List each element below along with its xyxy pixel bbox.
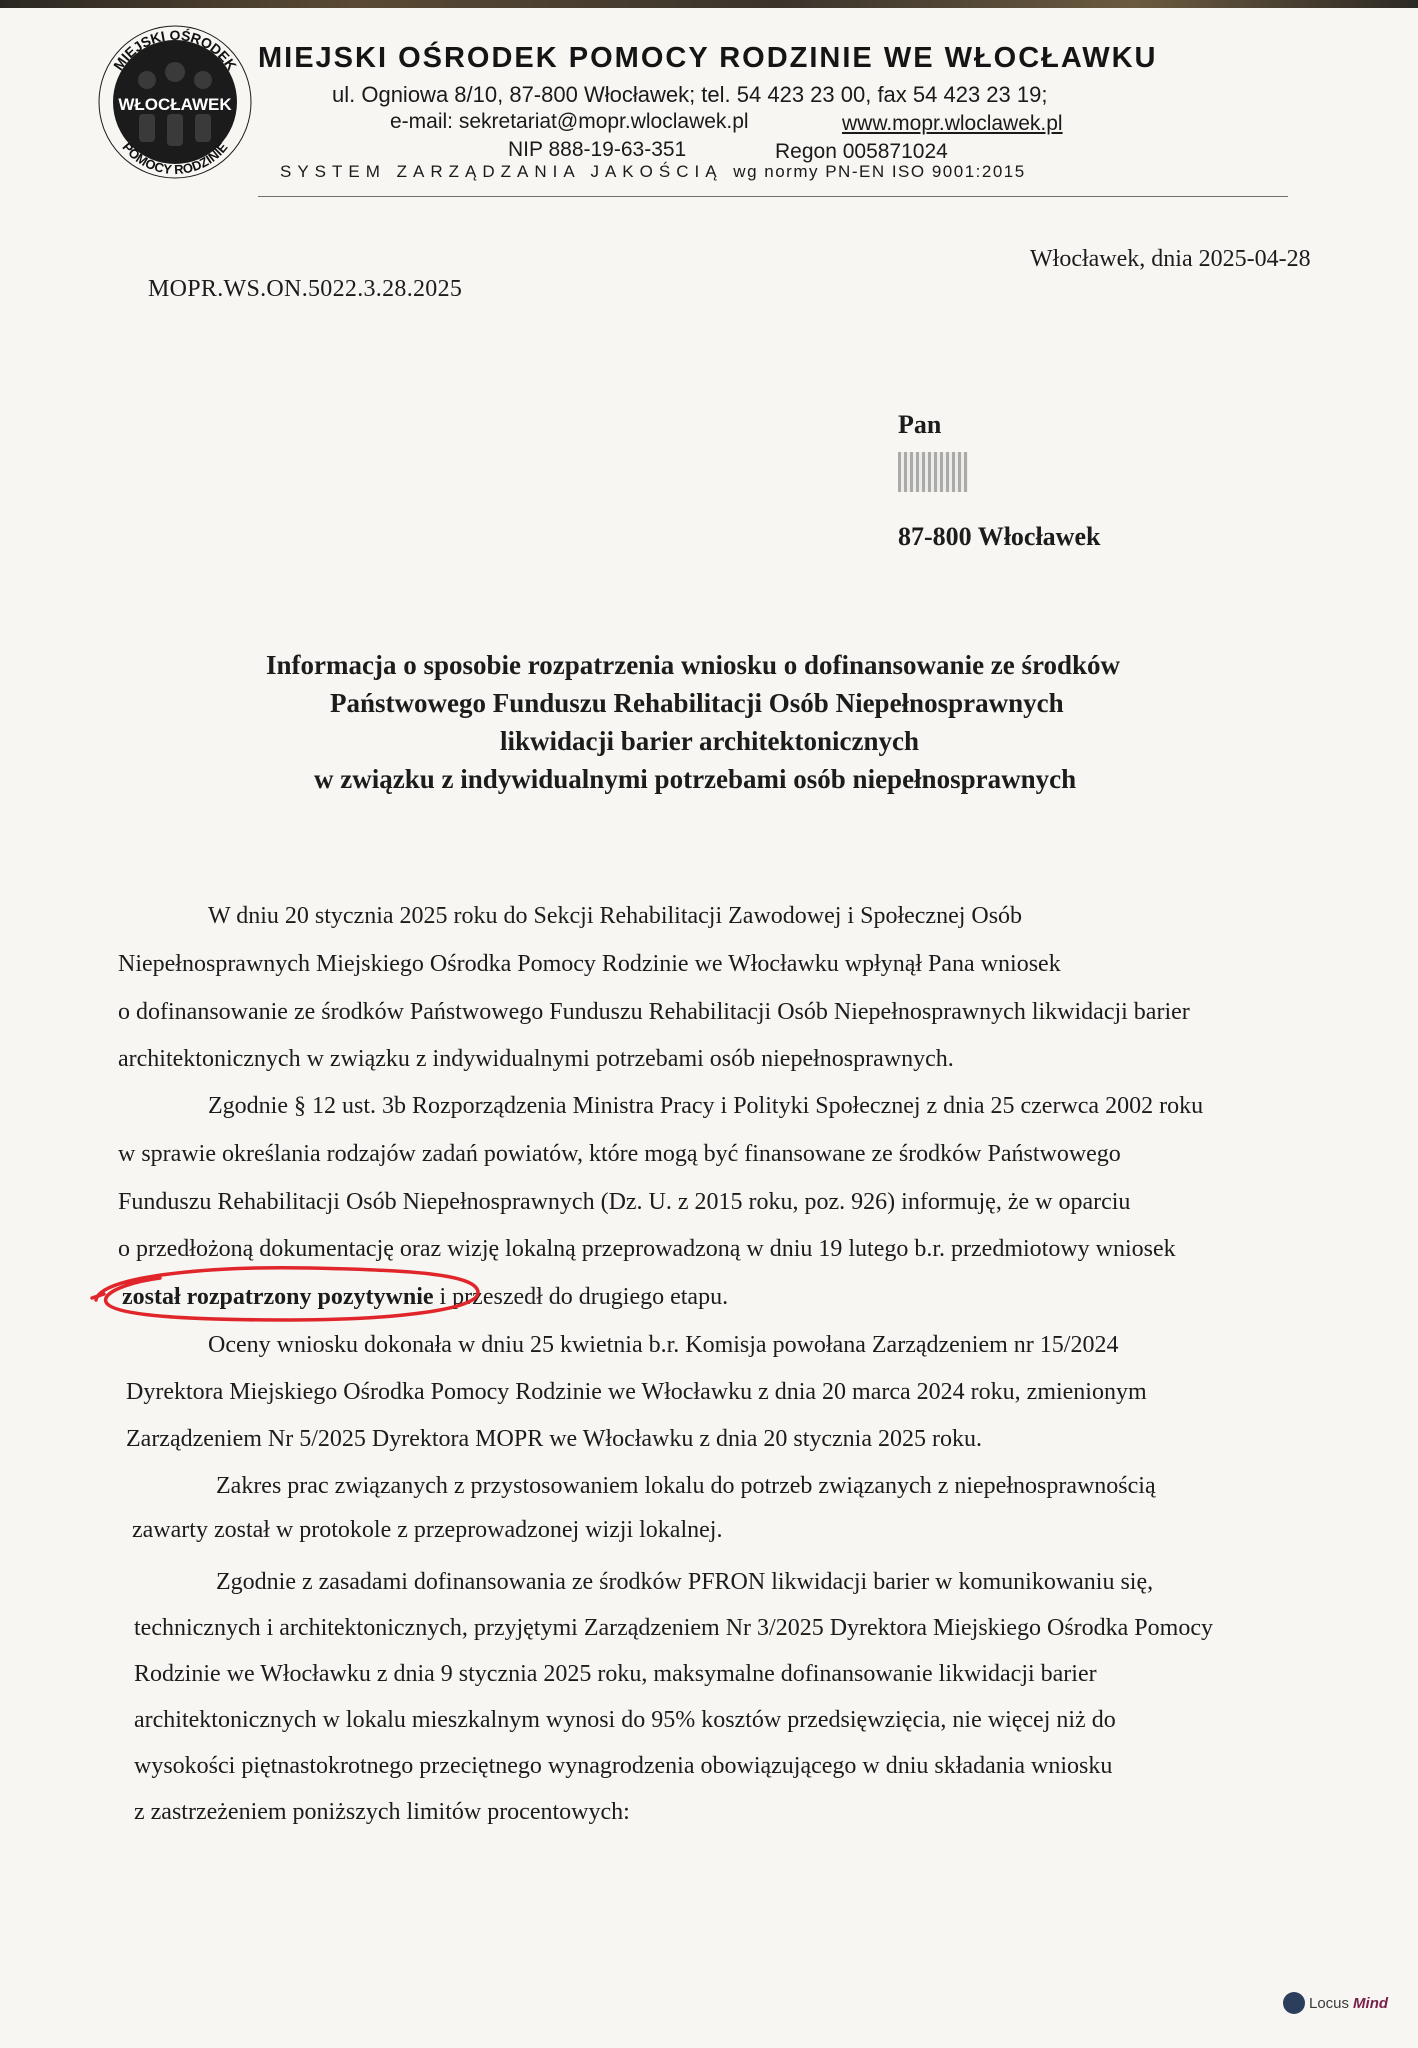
- decision-tail: i przeszedł do drugiego etapu.: [433, 1284, 729, 1310]
- organization-website-link[interactable]: www.mopr.wloclawek.pl: [842, 112, 1063, 135]
- paragraph-1-line: Niepełnosprawnych Miejskiego Ośrodka Pomocy Rodzinie we Włocławku wpłynął Pana wniosek: [118, 951, 1061, 977]
- paragraph-5-line: Zgodnie z zasadami dofinansowania ze środków PFRON likwidacji barier w komunikowaniu się,: [216, 1569, 1154, 1595]
- locusmind-watermark: [1283, 1992, 1388, 2014]
- paragraph-2-line: o przedłożoną dokumentację oraz wizję lokalną przeprowadzoną w dniu 19 lutego b.r. przedmiotowy wniosek: [118, 1236, 1176, 1262]
- organization-regon: Regon 005871024: [775, 140, 948, 163]
- organization-address: ul. Ogniowa 8/10, 87-800 Włocławek; tel. 54 423 23 00, fax 54 423 23 19;: [332, 82, 1048, 107]
- paragraph-4-line: Zakres prac związanych z przystosowaniem lokalu do potrzeb związanych z niepełnosprawnością: [216, 1473, 1156, 1499]
- place-date: Włocławek, dnia 2025-04-28: [1030, 246, 1311, 272]
- reference-number: MOPR.WS.ON.5022.3.28.2025: [148, 276, 463, 302]
- scan-top-edge: [0, 0, 1418, 8]
- header-divider: [258, 196, 1288, 197]
- paragraph-5-line: wysokości piętnastokrotnego przeciętnego wynagrodzenia obowiązującego w dniu składania wniosku: [134, 1753, 1113, 1779]
- paragraph-5-line: Rodzinie we Włocławku z dnia 9 stycznia 2025 roku, maksymalne dofinansowanie likwidacji barier: [134, 1661, 1097, 1687]
- paragraph-4-line: zawarty został w protokole z przeprowadzonej wizji lokalnej.: [132, 1517, 723, 1543]
- title-line: w związku z indywidualnymi potrzebami osób niepełnosprawnych: [314, 764, 1077, 794]
- title-line: Informacja o sposobie rozpatrzenia wniosku o dofinansowanie ze środków: [266, 650, 1121, 680]
- quality-system-label: SYSTEM ZARZĄDZANIA JAKOŚCIĄ: [280, 162, 723, 181]
- paragraph-5-line: z zastrzeżeniem poniższych limitów procentowych:: [134, 1799, 630, 1825]
- paragraph-1-line: architektonicznych w związku z indywidualnymi potrzebami osób niepełnosprawnych.: [118, 1046, 954, 1072]
- organization-email: e-mail: sekretariat@mopr.wloclawek.pl: [390, 110, 749, 133]
- organization-nip: NIP 888-19-63-351: [508, 138, 687, 161]
- watermark-logo-icon: [1283, 1992, 1305, 2014]
- paragraph-5-line: technicznych i architektonicznych, przyjętymi Zarządzeniem Nr 3/2025 Dyrektora Miejskiego Ośrodka Pomocy: [134, 1615, 1213, 1641]
- organization-name: MIEJSKI OŚRODEK POMOCY RODZINIE WE WŁOCŁAWKU: [258, 42, 1158, 74]
- logo-text-center: WŁOCŁAWEK: [118, 95, 232, 114]
- watermark-prefix: Locus: [1309, 1994, 1350, 2012]
- redacted-recipient-name: [898, 452, 968, 492]
- paragraph-1-line: W dniu 20 stycznia 2025 roku do Sekcji Rehabilitacji Zawodowej i Społecznej Osób: [208, 903, 1023, 929]
- watermark-suffix: Mind: [1353, 1994, 1389, 2012]
- paragraph-2-line: w sprawie określania rodzajów zadań powiatów, które mogą być finansowane ze środków Państwowego: [118, 1141, 1121, 1167]
- mopr-logo: [95, 22, 255, 182]
- paragraph-3-line: Oceny wniosku dokonała w dniu 25 kwietnia b.r. Komisja powołana Zarządzeniem nr 15/2024: [208, 1332, 1119, 1358]
- recipient-salutation: Pan: [898, 410, 942, 439]
- red-hand-drawn-circle: [90, 1262, 486, 1324]
- paragraph-2-line: Funduszu Rehabilitacji Osób Niepełnosprawnych (Dz. U. z 2015 roku, poz. 926) informuję, że w oparciu: [118, 1189, 1131, 1215]
- decision-highlight: został rozpatrzony pozytywnie: [122, 1284, 434, 1310]
- recipient-block: [898, 410, 968, 492]
- paragraph-3-line: Zarządzeniem Nr 5/2025 Dyrektora MOPR we Włocławku z dnia 20 stycznia 2025 roku.: [126, 1426, 982, 1452]
- paragraph-1-line: o dofinansowanie ze środków Państwowego Funduszu Rehabilitacji Osób Niepełnosprawnych likwidacji barier: [118, 999, 1190, 1025]
- quality-norm: wg normy PN-EN ISO 9001:2015: [733, 162, 1026, 181]
- paragraph-5-line: architektonicznych w lokalu mieszkalnym wynosi do 95% kosztów przedsięwzięcia, nie więcej niż do: [134, 1707, 1116, 1733]
- paragraph-2-line: Zgodnie § 12 ust. 3b Rozporządzenia Ministra Pracy i Polityki Społecznej z dnia 25 czerwca 2002 roku: [208, 1093, 1204, 1119]
- quality-system-line: [280, 162, 1026, 182]
- recipient-city: 87-800 Włocławek: [898, 522, 1101, 551]
- logo-text-bottom: POMOCY RODZINIE: [119, 139, 231, 178]
- title-line: Państwowego Funduszu Rehabilitacji Osób Niepełnosprawnych: [330, 688, 1064, 718]
- paragraph-3-line: Dyrektora Miejskiego Ośrodka Pomocy Rodzinie we Włocławku z dnia 20 marca 2024 roku, zmienionym: [126, 1379, 1147, 1405]
- title-line: likwidacji barier architektonicznych: [500, 726, 919, 756]
- logo-text-top: MIEJSKI OŚRODEK: [110, 27, 240, 74]
